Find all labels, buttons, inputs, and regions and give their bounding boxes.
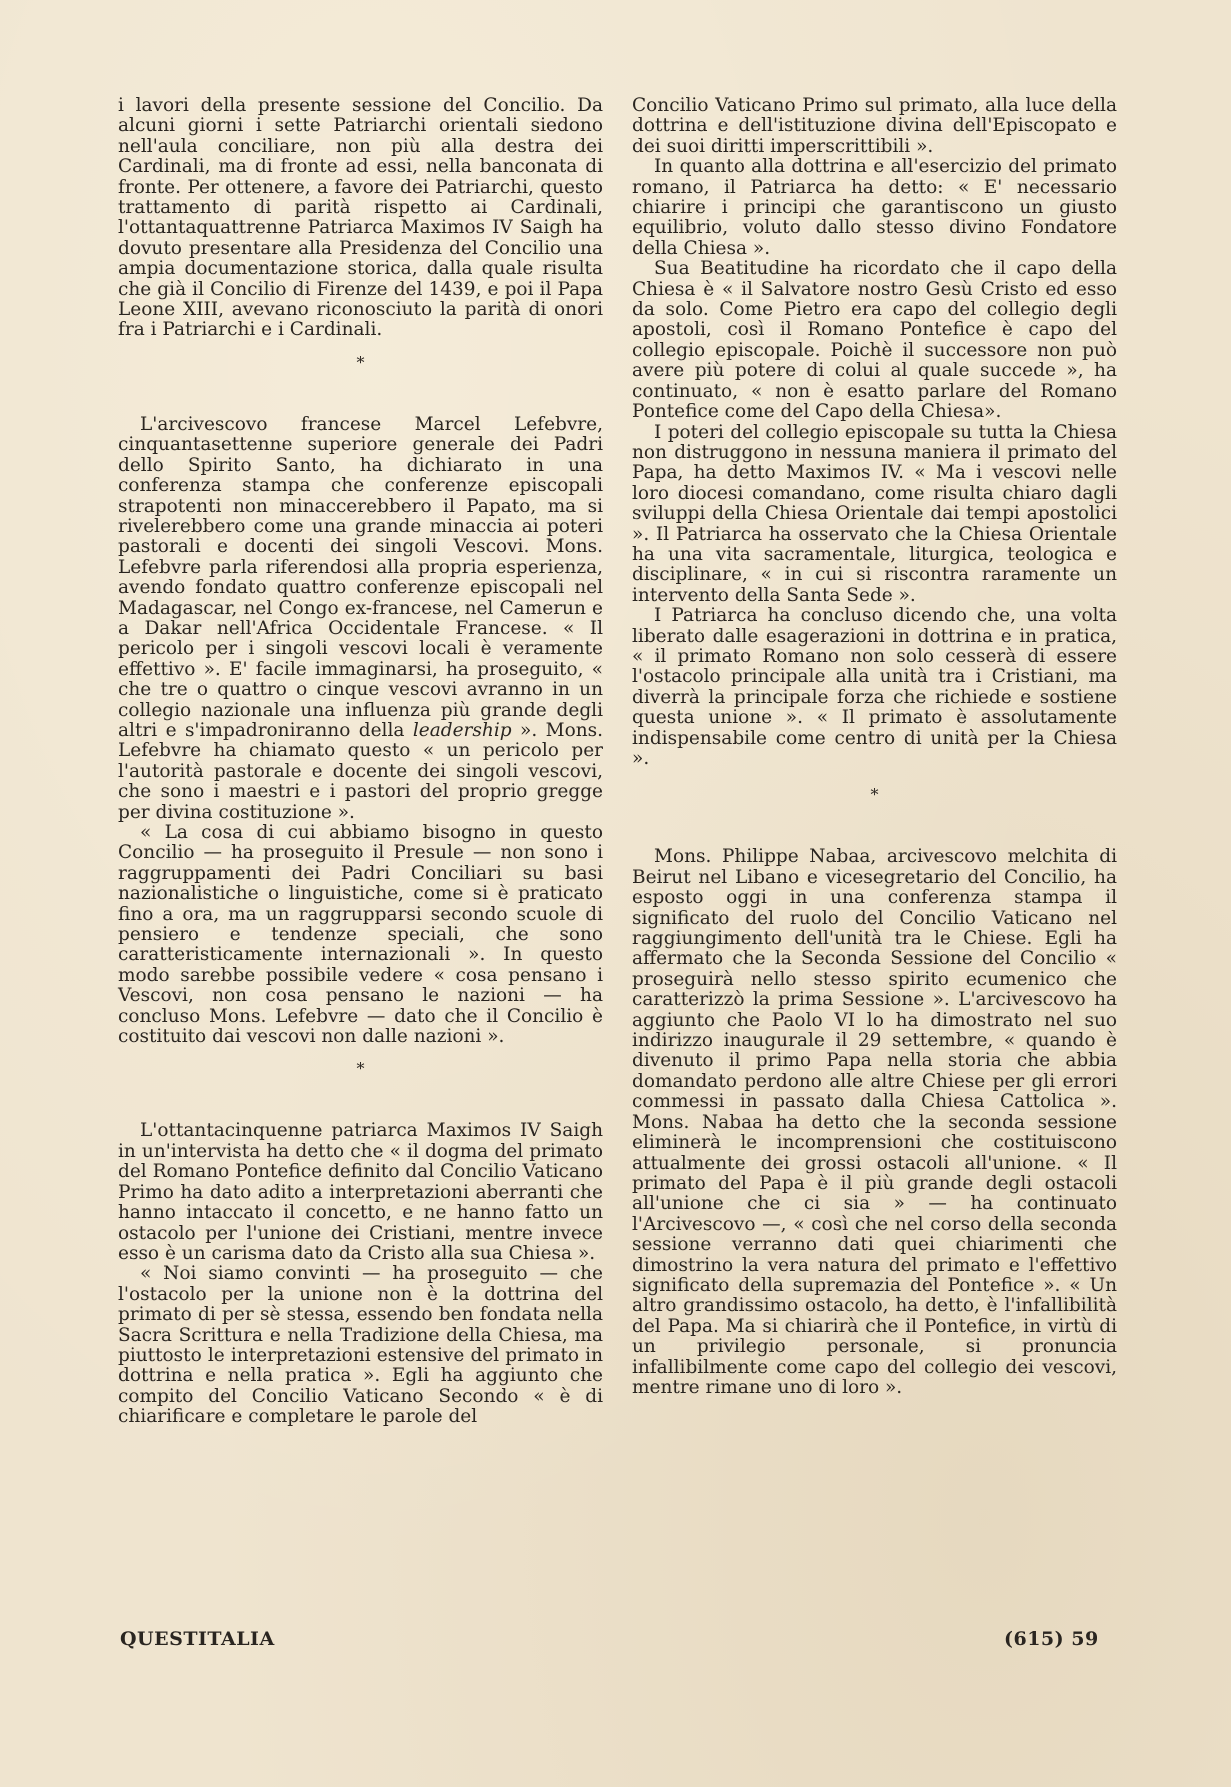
left-column (118, 96, 603, 1428)
paragraph: « La cosa di cui abbiamo bisogno in questo Concilio — ha proseguito il Presule — non sono i raggruppamenti dei Padri Conciliari su basi nazionalistiche o linguistiche, come si è praticato fino a ora, ma un raggrupparsi secondo scuole di pensiero e tendenze speciali, che sono caratteristicamente internazionali ». In questo modo sarebbe possibile vedere « cosa pensano i Vescovi, non cosa pensano le nazioni — ha concluso Mons. Lefebvre — dato che il Concilio è costituito dai vescovi non dalle nazioni ». (118, 822, 603, 1048)
publication-name: QUESTITALIA (120, 1628, 275, 1650)
section-separator: * (356, 1059, 365, 1079)
paragraph: I Patriarca ha concluso dicendo che, una volta liberato dalle esagerazioni in dottrina e in pratica, « il primato Romano non solo cesserà di essere l'ostacolo principale alla unità tra i Cristiani, ma diverrà la principale forza che richiede e sostiene questa unione ». « Il primato è assolutamente indispensabile come centro di unità per la Chiesa ». (632, 605, 1117, 769)
paragraph: L'ottantacinquenne patriarca Maximos IV Saigh in un'intervista ha detto che « il dogma del primato del Romano Pontefice definito dal Concilio Vaticano Primo ha dato adito a interpretazioni aberranti che hanno intaccato il concetto, e ne hanno fatto un ostacolo per l'unione dei Cristiani, mentre invece esso è un carisma dato da Cristo alla sua Chiesa ». (118, 1120, 603, 1264)
right-column (632, 96, 1117, 1398)
italic-term: leadership (412, 719, 512, 741)
paragraph: I poteri del collegio episcopale su tutta la Chiesa non distruggono in nessuna maniera il primato del Papa, ha detto Maximos IV. « Ma i vescovi nelle loro diocesi comandano, come risulta chiaro dagli sviluppi della Chiesa Orientale dai tempi apostolici ». Il Patriarca ha osservato che la Chiesa Orientale ha una vita sacramentale, liturgica, teologica e disciplinare, « in cui si riscontra raramente un intervento della Santa Sede ». (632, 421, 1117, 606)
paragraph: Concilio Vaticano Primo sul primato, alla luce della dottrina e dell'istituzione divina dell'Episcopato e dei suoi diritti imperscrittibili ». (632, 95, 1117, 157)
paragraph-text: L'arcivescovo francese Marcel Lefebvre, cinquantasettenne superiore generale dei Padri dello Spirito Santo, ha dichiarato in una conferenza stampa che conferenze episcopali strapotenti non minaccerebbero il Papato, ma si rivelerebbero come una grande minaccia ai poteri pastorali e docenti dei singoli Vescovi. Mons. Lefebvre parla riferendosi alla propria esperienza, avendo fondato quattro conferenze episcopali nel Madagascar, nel Congo ex-francese, nel Camerun e a Dakar nell'Africa Occidentale Francese. « Il pericolo per i singoli vescovi locali è veramente effettivo ». E' facile immaginarsi, ha proseguito, « che tre o quattro o cinque vescovi avranno in un collegio nazionale una influenza più grande degli altri e s'impadroniranno della (118, 413, 603, 741)
paragraph (118, 415, 603, 823)
paragraph: « Noi siamo convinti — ha proseguito — che l'ostacolo per la unione non è la dottrina del primato di per sè stessa, essendo ben fondata nella Sacra Scrittura e nella Tradizione della Chiesa, ma piuttosto le interpretazioni estensive del primato in dottrina e nella pratica ». Egli ha aggiunto che compito del Concilio Vaticano Secondo « è di chiarificare e completare le parole del (118, 1263, 603, 1428)
paragraph: In quanto alla dottrina e all'esercizio del primato romano, il Patriarca ha detto: « E' necessario chiarire i principi che garantiscono un giusto equilibrio, voluto dallo stesso divino Fondatore della Chiesa ». (632, 156, 1117, 259)
section-separator: * (870, 785, 879, 805)
paragraph: i lavori della presente sessione del Concilio. Da alcuni giorni i sette Patriarchi orientali siedono nell'aula conciliare, non più alla destra dei Cardinali, ma di fronte ad essi, nella banconata di fronte. Per ottenere, a favore dei Patriarchi, questo trattamento di parità rispetto ai Cardinali, l'ottantaquattrenne Patriarca Maximos IV Saigh ha dovuto presentare alla Presidenza del Concilio una ampia documentazione storica, dalla quale risulta che già il Concilio di Firenze del 1439, e poi il Papa Leone XIII, avevano riconosciuto la parità di onori fra i Patriarchi e i Cardinali. (118, 95, 603, 341)
paragraph: Mons. Philippe Nabaa, arcivescovo melchita di Beirut nel Libano e vicesegretario del Concilio, ha esposto oggi in una conferenza stampa il significato del ruolo del Concilio Vaticano nel raggiungimento dell'unità tra le Chiese. Egli ha affermato che la Seconda Sessione del Concilio « proseguirà nello stesso spirito ecumenico che caratterizzò la prima Sessione ». L'arcivescovo ha aggiunto che Paolo VI lo ha dimostrato nel suo indirizzo inaugurale il 29 settembre, « quando è divenuto il primo Papa nella storia che abbia domandato perdono alle altre Chiese per gli errori commessi in passato dalla Chiesa Cattolica ». Mons. Nabaa ha detto che la seconda sessione eliminerà le incomprensioni che costituiscono attualmente dei grossi ostacoli all'unione. « Il primato del Papa è il più grande degli ostacoli all'unione che ci sia » — ha continuato l'Arcivescovo —, « così che nel corso della seconda sessione verranno dati quei chiarimenti che dimostrino la vera natura del primato e l'effettivo significato della supremazia del Pontefice ». « Un altro grandissimo ostacolo, ha detto, è l'infallibilità del Papa. Ma si chiarirà che il Pontefice, in virtù di un privilegio personale, si pronuncia infallibilmente come capo del collegio dei vescovi, mentre rimane uno di loro ». (632, 846, 1117, 1398)
page-number: (615) 59 (1004, 1628, 1099, 1650)
paragraph: Sua Beatitudine ha ricordato che il capo della Chiesa è « il Salvatore nostro Gesù Cristo ed esso da solo. Come Pietro era capo del collegio degli apostoli, così il Romano Pontefice è capo del collegio episcopale. Poichè il successore non può avere più potere di colui al quale succede », ha continuato, « non è esatto parlare del Romano Pontefice come del Capo della Chiesa». (632, 258, 1117, 423)
paragraph-text: ». Mons. Lefebvre ha chiamato questo « un pericolo per l'autorità pastorale e docente dei singoli vescovi, che sono i maestri e i pastori del proprio gregge per divina costituzione ». (118, 719, 604, 823)
section-separator: * (356, 352, 365, 372)
